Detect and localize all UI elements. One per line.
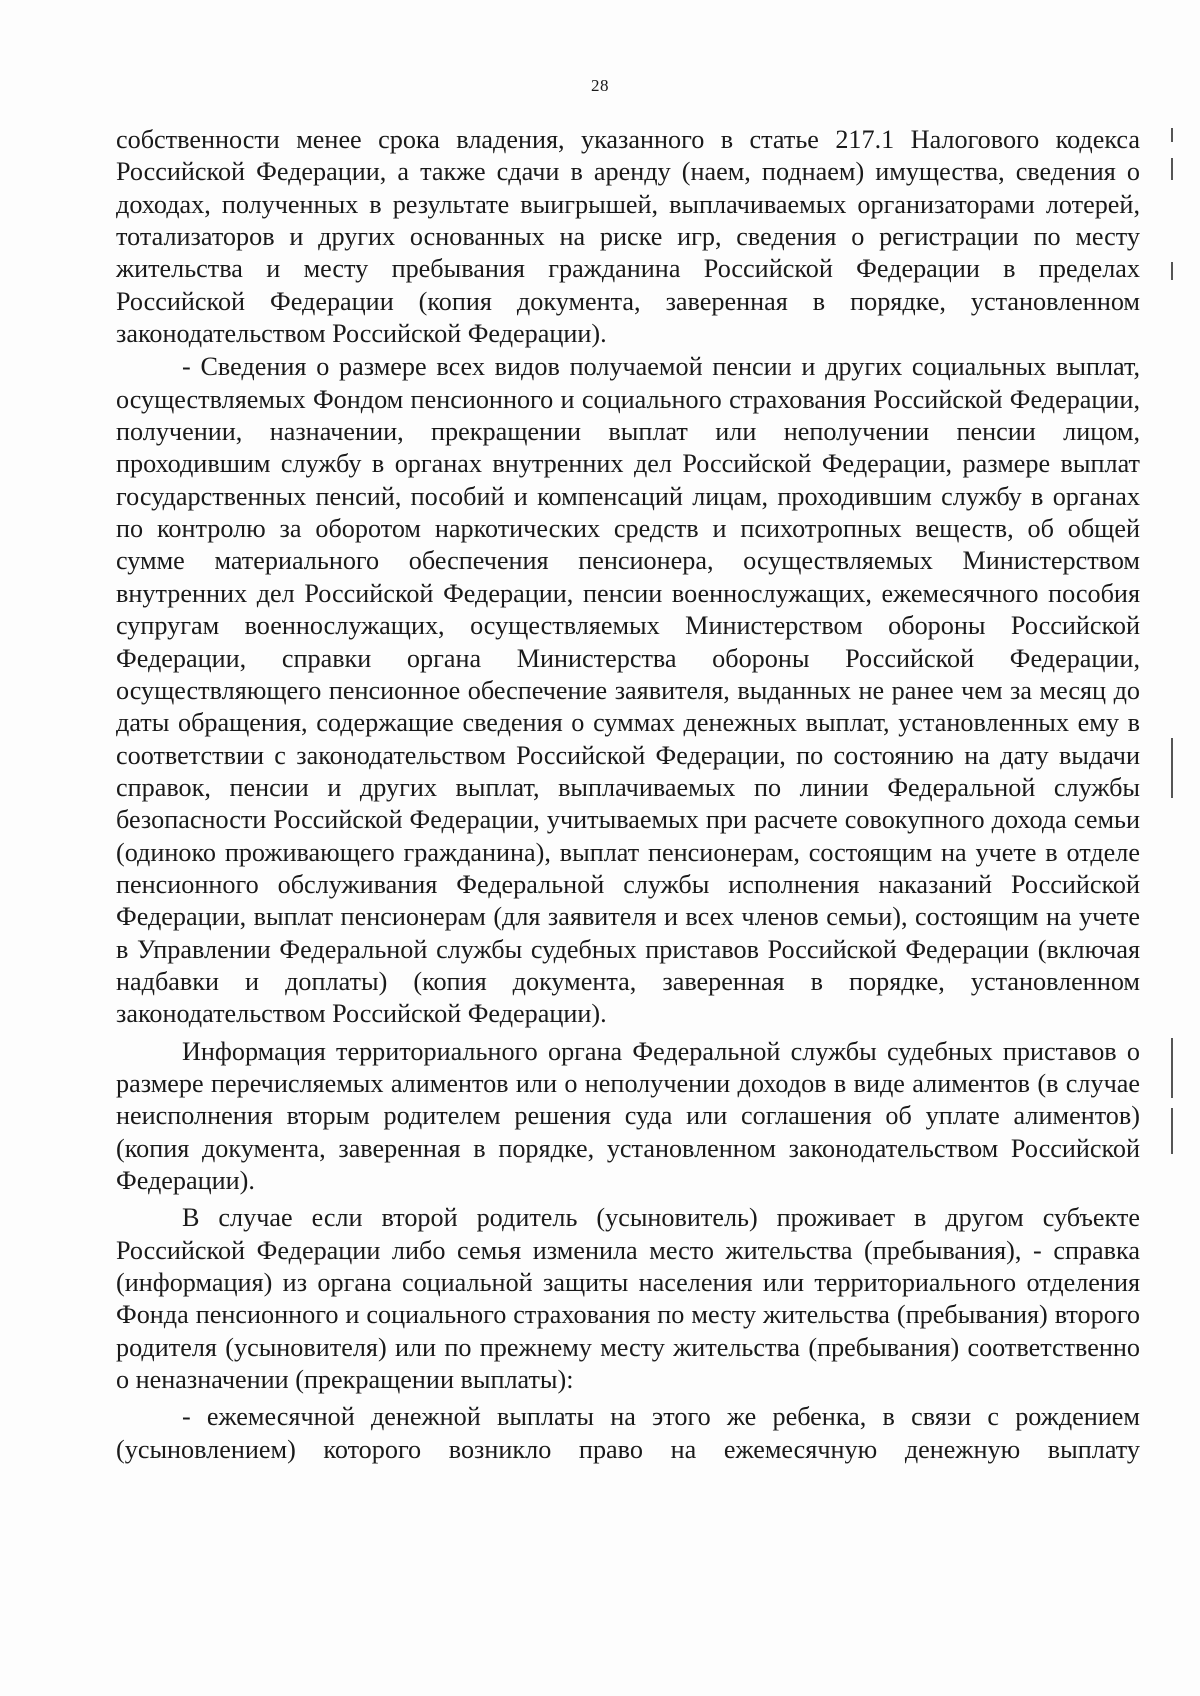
paragraph-continuation: собственности менее срока владения, указанного в статье 217.1 Налогового кодекса Российской Федерации, а также сдачи в аренду (наем, поднаем) имущества, сведения о доходах, полученных в результате выигрышей, выплачиваемых организаторами лотерей, тотализаторов и других основанных на риске игр, сведения о регистрации по месту жительства и месту пребывания гражданина Российской Федерации в пределах Российской Федерации (копия документа, заверенная в порядке, установленном законодательством Российской Федерации). — [116, 125, 1140, 349]
margin-mark — [1171, 1038, 1173, 1098]
paragraph-monthly-payment: - ежемесячной денежной выплаты на этого же ребенка, в связи с рождением (усыновлением) которого возникло право на ежемесячную денежную выплату — [116, 1402, 1140, 1464]
paragraph-other-parent: В случае если второй родитель (усыновитель) проживает в другом субъекте Российской Федерации либо семья изменила место жительства (пребывания), - справка (информация) из органа социальной защиты населения или территориального отделения Фонда пенсионного и социального страхования по месту жительства (пребывания) второго родителя (усыновителя) или по прежнему месту жительства (пребывания) соответственно о неназначении (прекращении выплаты): — [116, 1203, 1140, 1395]
margin-mark — [1171, 158, 1173, 180]
paragraph-pension-info: - Сведения о размере всех видов получаемой пенсии и других социальных выплат, осуществляемых Фондом пенсионного и социального страхования Российской Федерации, получении, назначении, прекращении выплат или неполучении пенсии лицом, проходившим службу в органах внутренних дел Российской Федерации, размере выплат государственных пенсий, пособий и компенсаций лицам, проходившим службу в органах по контролю за оборотом наркотических средств и психотропных веществ, об общей сумме материального обеспечения пенсионера, осуществляемых Министерством внутренних дел Российской Федерации, пенсии военнослужащих, ежемесячного пособия супругам военнослужащих, осуществляемых Министерством обороны Российской Федерации, справки органа Министерства обороны Российской Федерации, осуществляющего пенсионное обеспечение заявителя, выданных не ранее чем за месяц до даты обращения, содержащие сведения о суммах денежных выплат, установленных ему в соответствии с законодательством Российской Федерации, по состоянию на дату выдачи справок, пенсии и других выплат, выплачиваемых по линии Федеральной службы безопасности Российской Федерации, учитываемых при расчете совокупного дохода семьи (одиноко проживающего гражданина), выплат пенсионерам, состоящим на учете в отделе пенсионного обслуживания Федеральной службы исполнения наказаний Российской Федерации, выплат пенсионерам (для заявителя и всех членов семьи), состоящим на учете в Управлении Федеральной службы судебных приставов Российской Федерации (включая надбавки и доплаты) (копия документа, заверенная в порядке, установленном законодательством Российской Федерации). — [116, 352, 1140, 1029]
page-number: 28 — [591, 76, 609, 95]
margin-mark — [1171, 1108, 1173, 1154]
paragraph-bailiff-info: Информация территориального органа Федеральной службы судебных приставов о размере перечисляемых алиментов или о неполучении доходов в виде алиментов (в случае неисполнения вторым родителем решения суда или соглашения об уплате алиментов) (копия документа, заверенная в порядке, установленном законодательством Российской Федерации). — [116, 1036, 1140, 1195]
margin-mark — [1171, 128, 1173, 142]
margin-mark — [1171, 262, 1173, 280]
document-body — [116, 124, 1140, 1466]
margin-mark — [1171, 738, 1173, 798]
